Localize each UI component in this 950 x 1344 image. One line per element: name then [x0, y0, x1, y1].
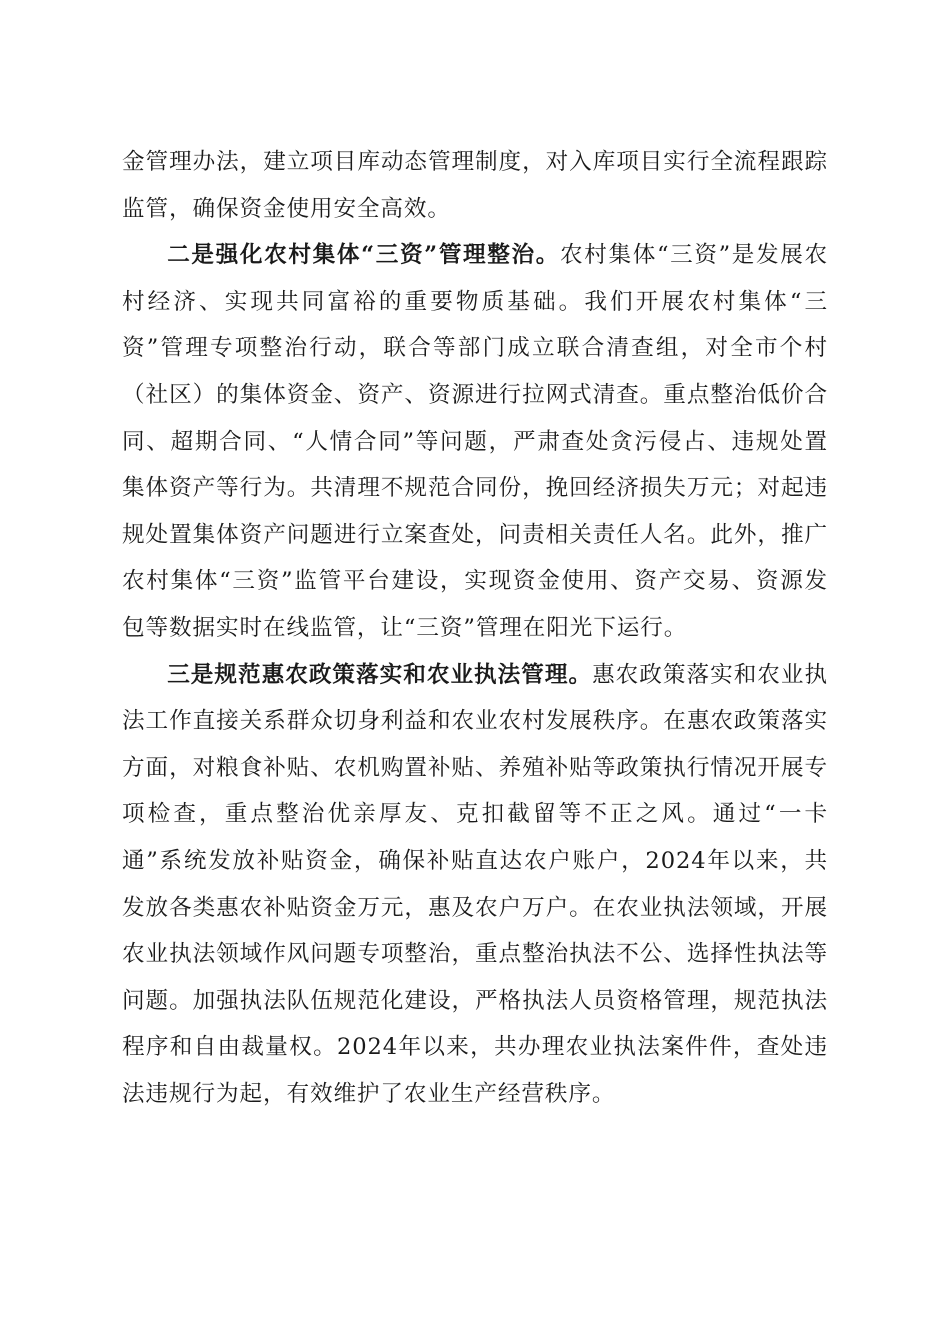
- paragraph-1-text: 金管理办法，建立项目库动态管理制度，对入库项目实行全流程跟踪监管，确保资金使用安全高效。: [122, 149, 828, 222]
- paragraph-3: [122, 652, 828, 1118]
- paragraph-2: [122, 232, 828, 651]
- paragraph-2-text: 农村集体“三资”是发展农村经济、实现共同富裕的重要物质基础。我们开展农村集体“三资”管理专项整治行动，联合等部门成立联合清查组，对全市个村（社区）的集体资金、资产、资源进行拉网式清查。重点整治低价合同、超期合同、“人情合同”等问题，严肃查处贪污侵占、违规处置集体资产等行为。共清理不规范合同份，挽回经济损失万元；对起违规处置集体资产问题进行立案查处，问责相关责任人名。此外，推广农村集体“三资”监管平台建设，实现资金使用、资产交易、资源发包等数据实时在线监管，让“三资”管理在阳光下运行。: [122, 242, 829, 641]
- document-body: [122, 139, 828, 1117]
- paragraph-1: [122, 139, 828, 232]
- paragraph-2-heading: 二是强化农村集体“三资”管理整治。: [167, 242, 560, 269]
- paragraph-3-heading: 三是规范惠农政策落实和农业执法管理。: [167, 661, 593, 688]
- paragraph-3-text: 惠农政策落实和农业执法工作直接关系群众切身利益和农业农村发展秩序。在惠农政策落实方面，对粮食补贴、农机购置补贴、养殖补贴等政策执行情况开展专项检查，重点整治优亲厚友、克扣截留等不正之风。通过“一卡通”系统发放补贴资金，确保补贴直达农户账户，2024年以来，共发放各类惠农补贴资金万元，惠及农户万户。在农业执法领域，开展农业执法领域作风问题专项整治，重点整治执法不公、选择性执法等问题。加强执法队伍规范化建设，严格执法人员资格管理，规范执法程序和自由裁量权。2024年以来，共办理农业执法案件件，查处违法违规行为起，有效维护了农业生产经营秩序。: [122, 661, 829, 1107]
